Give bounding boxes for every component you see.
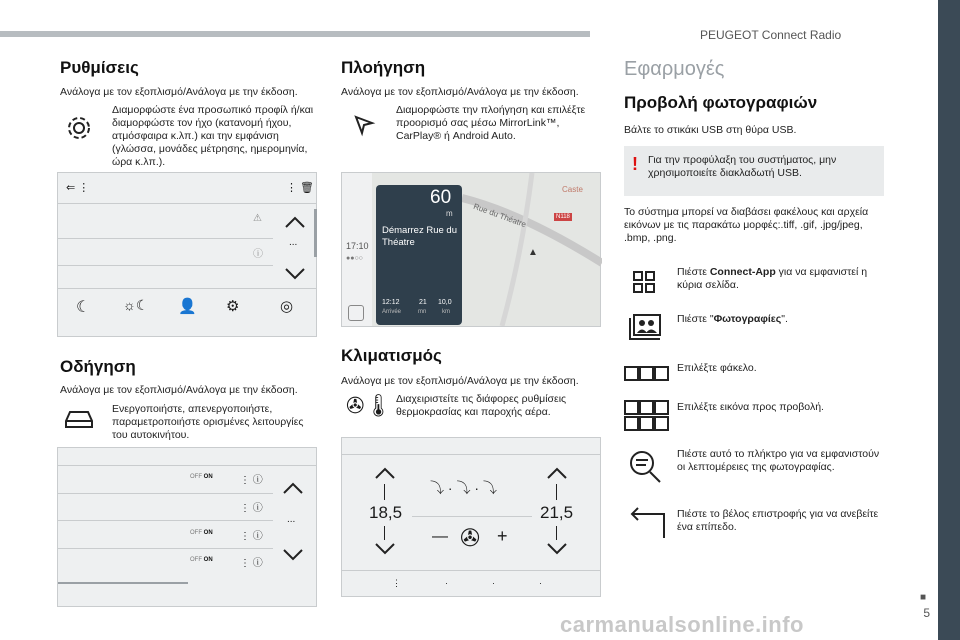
- info-icon[interactable]: ⋮ ⓘ: [240, 558, 263, 569]
- chevron-down-icon[interactable]: [284, 267, 306, 281]
- remaining: 10,0: [438, 299, 452, 306]
- step3: Επιλέξτε φάκελο.: [677, 362, 757, 374]
- folders-icon: [624, 365, 670, 383]
- apps-usb: Βάλτε το στικάκι USB στη θύρα USB.: [624, 124, 797, 136]
- street-label: Rue du Théatre: [472, 201, 528, 230]
- driving-desc: Ενεργοποιήστε, απενεργοποιήστε, παραμετροποιήστε ορισμένες λειτουργίες του αυτοκινήτου.: [112, 403, 304, 441]
- warning-small-icon: ⚠: [253, 213, 262, 224]
- photos-icon: [628, 313, 662, 341]
- warning-text: Για την προφύλαξη του συστήματος, μην χρησιμοποιείτε διακλαδωτή USB.: [648, 154, 837, 179]
- info-icon[interactable]: ⋮ ⓘ: [240, 531, 263, 542]
- car-icon: [62, 407, 96, 431]
- temp-right-up-icon[interactable]: [546, 466, 568, 480]
- step2: Πιέστε "Φωτογραφίες".: [677, 313, 788, 325]
- duration: 21: [419, 299, 427, 306]
- page-number: 5: [923, 606, 930, 620]
- climate-title: Κλιματισμός: [341, 346, 442, 365]
- settings-desc: Διαμορφώστε ένα προσωπικό προφίλ ή/και διαμορφώστε τον ήχο (κατανομή ήχου, ατμόσφαιρα κ.λπ.) και την εμφάνιση (γλώσσα, μονάδες μέτρησης, ημερομηνία, ώρα κ.λπ.).: [112, 104, 314, 168]
- apps-section: Εφαρμογές: [624, 58, 725, 80]
- fan-speed-plus-icon[interactable]: +: [497, 526, 508, 546]
- brightness-icon[interactable]: ◎: [280, 298, 294, 315]
- apps-title: Προβολή φωτογραφιών: [624, 93, 818, 112]
- settings-title: Ρυθμίσεις: [60, 58, 139, 77]
- settings-intro: Ανάλογα με τον εξοπλισμό/Ανάλογα με την έκδοση.: [60, 86, 298, 98]
- toggle-1[interactable]: OFF ON: [190, 474, 213, 480]
- navigation-arrow-icon: [352, 113, 376, 137]
- air-distribution-icon[interactable]: ⤵ · ⤵ · ⤵: [430, 480, 497, 496]
- temp-right: 21,5: [540, 503, 574, 522]
- signal-icon: ●●○○: [346, 255, 363, 262]
- fan-temperature-icon: ✇🌡: [346, 393, 393, 418]
- apps-formats: Το σύστημα μπορεί να διαβάσει φακέλους και αρχεία εικόνων με τις παρακάτω μορφές:.tiff, .gif, .jpg/jpeg, .bmp, .png.: [624, 206, 869, 244]
- photo-details-icon: [628, 450, 662, 484]
- temp-left-up-icon[interactable]: [374, 466, 396, 480]
- clock: 17:10: [346, 241, 369, 251]
- duration-label: mn: [418, 309, 427, 315]
- arrival-time: 12:12: [382, 299, 400, 306]
- step6: Πιέστε το βέλος επιστροφής για να ανεβείτε ένα επίπεδο.: [677, 508, 879, 533]
- navigation-intro: Ανάλογα με τον εξοπλισμό/Ανάλογα με την έκδοση.: [341, 86, 579, 98]
- distance-unit: m: [446, 209, 453, 218]
- fan-speed-minus-icon[interactable]: —: [432, 528, 448, 545]
- gear-icon: [64, 113, 94, 143]
- climate-bottom-bar[interactable]: ⋮···: [392, 578, 586, 588]
- top-rule: [0, 31, 590, 37]
- remaining-label: km: [442, 309, 450, 315]
- toggle-2[interactable]: OFF ON: [190, 530, 213, 536]
- warning-box: [624, 146, 884, 196]
- step1: Πιέστε Connect-App για να εμφανιστεί η κύρια σελίδα.: [677, 266, 868, 291]
- map-city: Caste: [562, 185, 583, 194]
- fan-icon: ✇: [460, 525, 481, 552]
- road-badge: N118: [556, 214, 570, 220]
- chevron-up-icon[interactable]: [282, 481, 304, 495]
- profile-icon[interactable]: 👤: [178, 298, 197, 315]
- driving-dots: ...: [287, 514, 296, 525]
- position-arrow-icon: ▲: [528, 247, 538, 258]
- settings-dots: ...: [289, 237, 298, 248]
- distance-value: 60: [430, 187, 452, 208]
- header-title: PEUGEOT Connect Radio: [700, 28, 842, 42]
- gear-settings-icon[interactable]: ⚙: [226, 298, 240, 315]
- chevron-down-icon[interactable]: [282, 548, 304, 562]
- arrival-label: Arrivée: [382, 309, 402, 315]
- watermark: carmanualsonline.info: [560, 612, 804, 637]
- climate-intro: Ανάλογα με τον εξοπλισμό/Ανάλογα με την έκδοση.: [341, 375, 579, 387]
- info-icon[interactable]: ⋮ ⓘ: [240, 503, 263, 514]
- home-button[interactable]: [348, 305, 364, 321]
- settings-screen: [57, 172, 317, 337]
- driving-screen: [57, 447, 317, 607]
- climate-screen: [341, 437, 601, 597]
- chevron-up-icon[interactable]: [284, 215, 306, 229]
- back-icon[interactable]: ⇐ ⋮: [66, 182, 90, 194]
- trash-icon[interactable]: ⋮ 🗑: [286, 182, 315, 194]
- temp-right-down-icon[interactable]: [546, 542, 568, 556]
- scrollbar[interactable]: [314, 209, 317, 257]
- temp-left: 18,5: [369, 503, 403, 522]
- night-mode-icon[interactable]: ☾: [76, 299, 91, 316]
- instruction: Démarrez Rue du Théatre: [382, 225, 457, 248]
- climate-desc: Διαχειριστείτε τις διάφορες ρυθμίσεις θερμοκρασίας και παροχής αέρα.: [396, 393, 567, 418]
- info-icon[interactable]: ⋮ ⓘ: [240, 475, 263, 486]
- grid-apps-icon: [632, 270, 656, 294]
- scroll-indicator: [58, 582, 188, 584]
- exclamation-icon: !: [632, 154, 638, 174]
- back-arrow-icon: [628, 506, 668, 540]
- step5: Πιέστε αυτό το πλήκτρο για να εμφανιστούν οι λεπτομέρειες της φωτογραφίας.: [677, 448, 880, 473]
- navigation-screen: [341, 172, 601, 327]
- driving-title: Οδήγηση: [60, 357, 136, 376]
- temp-left-down-icon[interactable]: [374, 542, 396, 556]
- day-night-icon[interactable]: ☼☾: [123, 297, 149, 313]
- driving-intro: Ανάλογα με τον εξοπλισμό/Ανάλογα με την έκδοση.: [60, 384, 298, 396]
- side-tab: [938, 0, 960, 640]
- navigation-desc: Διαμορφώστε την πλοήγηση και επιλέξτε προορισμό σας μέσω MirrorLink™, CarPlay® ή Android Auto.: [396, 104, 586, 142]
- page-marker: ■: [919, 592, 926, 603]
- info-small-icon: ⓘ: [253, 249, 263, 260]
- images-grid-icon: [624, 400, 670, 432]
- navigation-title: Πλοήγηση: [341, 58, 426, 77]
- toggle-3[interactable]: OFF ON: [190, 557, 213, 563]
- guidance-panel: [376, 185, 462, 325]
- step4: Επιλέξτε εικόνα προς προβολή.: [677, 401, 824, 413]
